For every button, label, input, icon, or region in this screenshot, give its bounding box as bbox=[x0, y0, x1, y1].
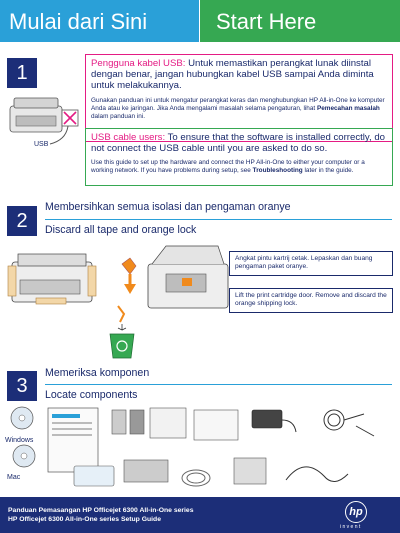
intro-text-id-end: dalam panduan ini. bbox=[91, 113, 146, 120]
components-illustration bbox=[4, 406, 396, 496]
header-title-indonesian: Mulai dari Sini bbox=[0, 0, 199, 42]
step-2-title-id: Membersihkan semua isolasi dan pengaman oranye bbox=[45, 201, 291, 213]
remove-tape-illustration bbox=[6, 244, 231, 360]
footer-title-id: Panduan Pemasangan HP Officejet 6300 All-in-One series bbox=[8, 507, 194, 514]
intro-text-id: Gunakan panduan ini untuk mengatur perangkat keras dan menghubungkan HP All-in-One ke komputer Anda atau ke jaringan. Jika Anda mengalami masalah selama pengaturan, lihat bbox=[91, 97, 385, 112]
step-2-divider bbox=[45, 219, 392, 220]
usb-label: USB bbox=[34, 141, 49, 148]
troubleshooting-link-en: Troubleshooting bbox=[252, 167, 303, 174]
step-2-note-en: Lift the print cartridge door. Remove and discard the orange shipping lock. bbox=[229, 288, 393, 313]
hp-logo bbox=[345, 501, 367, 523]
usb-users-label-en: USB cable users: bbox=[91, 132, 166, 143]
usb-warning-text-en: To ensure that the software is installed correctly, do not connect the USB cable until you are asked to do so. bbox=[91, 132, 386, 154]
windows-label: Windows bbox=[5, 437, 34, 444]
hp-invent-text: i n v e n t bbox=[340, 524, 361, 530]
usb-warning-english bbox=[85, 128, 393, 186]
usb-users-label-id: Pengguna kabel USB: bbox=[91, 58, 186, 69]
step-3-title-id: Memeriksa komponen bbox=[45, 367, 150, 379]
header-title-english: Start Here bbox=[200, 0, 400, 42]
step-3-number: 3 bbox=[7, 371, 37, 401]
intro-text-en-end: later in the guide. bbox=[302, 167, 354, 174]
step-1-number: 1 bbox=[7, 58, 37, 88]
step-2-note-id: Angkat pintu kartrij cetak. Lepaskan dan buang pengaman paket oranye. bbox=[229, 251, 393, 276]
usb-warning-text-id: Untuk memastikan perangkat lunak diinstal dengan benar, jangan hubungkan kabel USB sampai Anda diminta untuk melakukannya. bbox=[91, 58, 374, 91]
mac-label: Mac bbox=[7, 474, 21, 481]
step-3-title-en: Locate components bbox=[45, 389, 138, 401]
step-3-divider bbox=[45, 384, 392, 385]
intro-text-en: Use this guide to set up the hardware and connect the HP All-in-One to either your computer or a working network. If you have problems during setup, see bbox=[91, 159, 365, 174]
footer-title-en: HP Officejet 6300 All-in-One series Setup Guide bbox=[8, 516, 161, 523]
hp-logo-text: hp bbox=[349, 506, 363, 518]
step-2-number: 2 bbox=[7, 206, 37, 236]
troubleshooting-link-id: Pemecahan masalah bbox=[316, 105, 380, 112]
step-2-title-en: Discard all tape and orange lock bbox=[45, 224, 197, 236]
